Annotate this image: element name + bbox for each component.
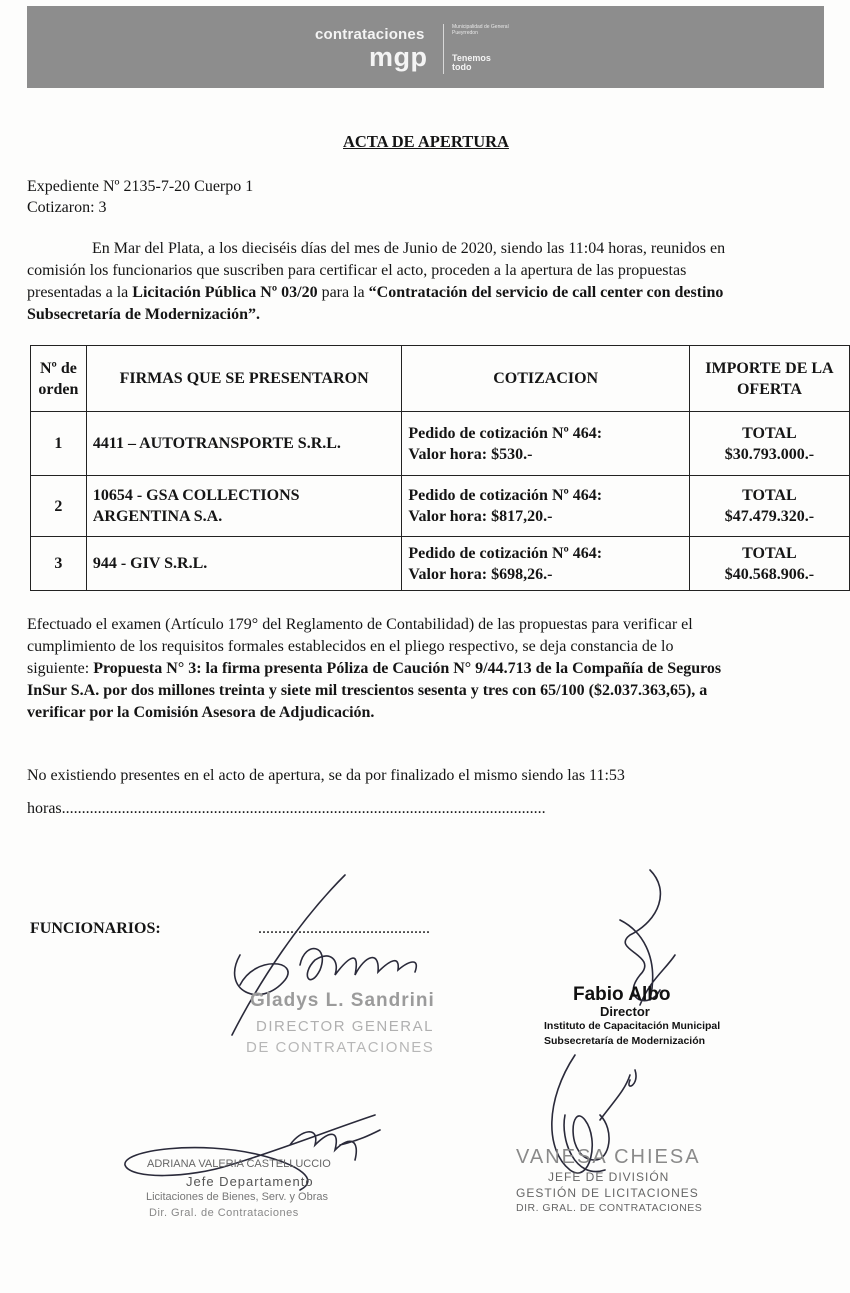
header-cotizacion: COTIZACION [402,346,689,412]
stamp4-role: JEFE DE DIVISIÓN [548,1170,670,1184]
brand-logo: mgp [369,42,428,72]
brand-tagline: Tenemos todo [452,53,491,72]
header-orden: Nº de orden [31,346,87,412]
funcionarios-label: FUNCIONARIOS: [30,920,161,937]
table-header-row [31,346,850,412]
signature-scribbles [0,860,850,1290]
row-importe: TOTAL $40.568.906.- [689,537,849,591]
stamp3-org1: Licitaciones de Bienes, Serv. y Obras [146,1191,328,1203]
row-number: 2 [31,476,87,537]
paragraph3-line1: No existiendo presentes en el acto de apertura, se da por finalizado el mismo siendo las 11:53 [27,767,625,784]
brand-municipality: Municipalidad de General Pueyrredon [452,24,509,36]
row-cotizacion: Pedido de cotización Nº 464: Valor hora: $817,20.- [402,476,689,537]
paragraph2-line2: cumplimiento de los requisitos formales establecidos en el pliego respectivo, se deja constancia de lo [27,638,674,655]
header-importe: IMPORTE DE LA OFERTA [689,346,849,412]
paragraph1-line1: En Mar del Plata, a los dieciséis días del mes de Junio de 2020, siendo las 11:04 horas, reunidos en [92,240,726,257]
table-row [31,537,850,591]
stamp2-org1: Instituto de Capacitación Municipal [544,1020,721,1032]
row-cotizacion: Pedido de cotización Nº 464: Valor hora: $698,26.- [402,537,689,591]
paragraph2-line5: verificar por la Comisión Asesora de Adjudicación. [27,704,375,721]
row-firma: 10654 - GSA COLLECTIONS ARGENTINA S.A. [86,476,402,537]
stamp1-role2: DE CONTRATACIONES [246,1039,435,1056]
stamp3-role: Jefe Departamento [186,1174,314,1189]
row-importe: TOTAL $47.479.320.- [689,476,849,537]
table-row [31,412,850,476]
paragraph3-line2: horas......................................................................................................................... [27,800,546,817]
expediente: Expediente Nº 2135-7-20 Cuerpo 1 [27,178,254,195]
stamp4-org2: DIR. GRAL. DE CONTRATACIONES [516,1202,703,1214]
row-firma: 4411 – AUTOTRANSPORTE S.R.L. [86,412,402,476]
stamp3-name: ADRIANA VALERIA CASTELLUCCIO [147,1158,331,1170]
stamp2-org2: Subsecretaría de Modernización [544,1035,706,1047]
header-firmas: FIRMAS QUE SE PRESENTARON [86,346,402,412]
stamp2-role: Director [600,1004,650,1019]
stamp4-name: VANESA CHIESA [516,1146,701,1168]
table-row [31,476,850,537]
cotizaron: Cotizaron: 3 [27,199,107,216]
stamp1-role1: DIRECTOR GENERAL [256,1018,434,1035]
stamp1-name: Gladys L. Sandrini [250,990,435,1011]
stamp4-org1: GESTIÓN DE LICITACIONES [516,1186,699,1200]
row-number: 1 [31,412,87,476]
brand-divider [443,24,444,74]
funcionarios-dots: ........................................... [258,920,430,937]
row-firma: 944 - GIV S.R.L. [86,537,402,591]
offers-table [30,345,850,591]
paragraph1-line4: Subsecretaría de Modernización”. [27,306,261,323]
row-importe: TOTAL $30.793.000.- [689,412,849,476]
paragraph2-line4: InSur S.A. por dos millones treinta y siete mil trescientos sesenta y tres con 65/100 ($2.037.363,65), a [27,682,708,699]
header-banner [27,6,824,88]
paragraph2-line3: siguiente: Propuesta N° 3: la firma presenta Póliza de Caución N° 9/44.713 de la Compañía de Seguros [27,660,722,677]
paragraph2-line1: Efectuado el examen (Artículo 179° del Reglamento de Contabilidad) de las propuestas para verificar el [27,616,693,633]
document-title: ACTA DE APERTURA [343,132,509,151]
paragraph1-line3: presentadas a la Licitación Pública Nº 03/20 para la “Contratación del servicio de call center con destino [27,284,724,301]
row-number: 3 [31,537,87,591]
stamp2-name: Fabio Albo [573,984,671,1005]
brand-line1: contrataciones [315,26,425,43]
stamp3-org2: Dir. Gral. de Contrataciones [149,1207,299,1219]
row-cotizacion: Pedido de cotización Nº 464: Valor hora: $530.- [402,412,689,476]
paragraph1-line2: comisión los funcionarios que suscriben para certificar el acto, proceden a la apertura de las propuestas [27,262,687,279]
